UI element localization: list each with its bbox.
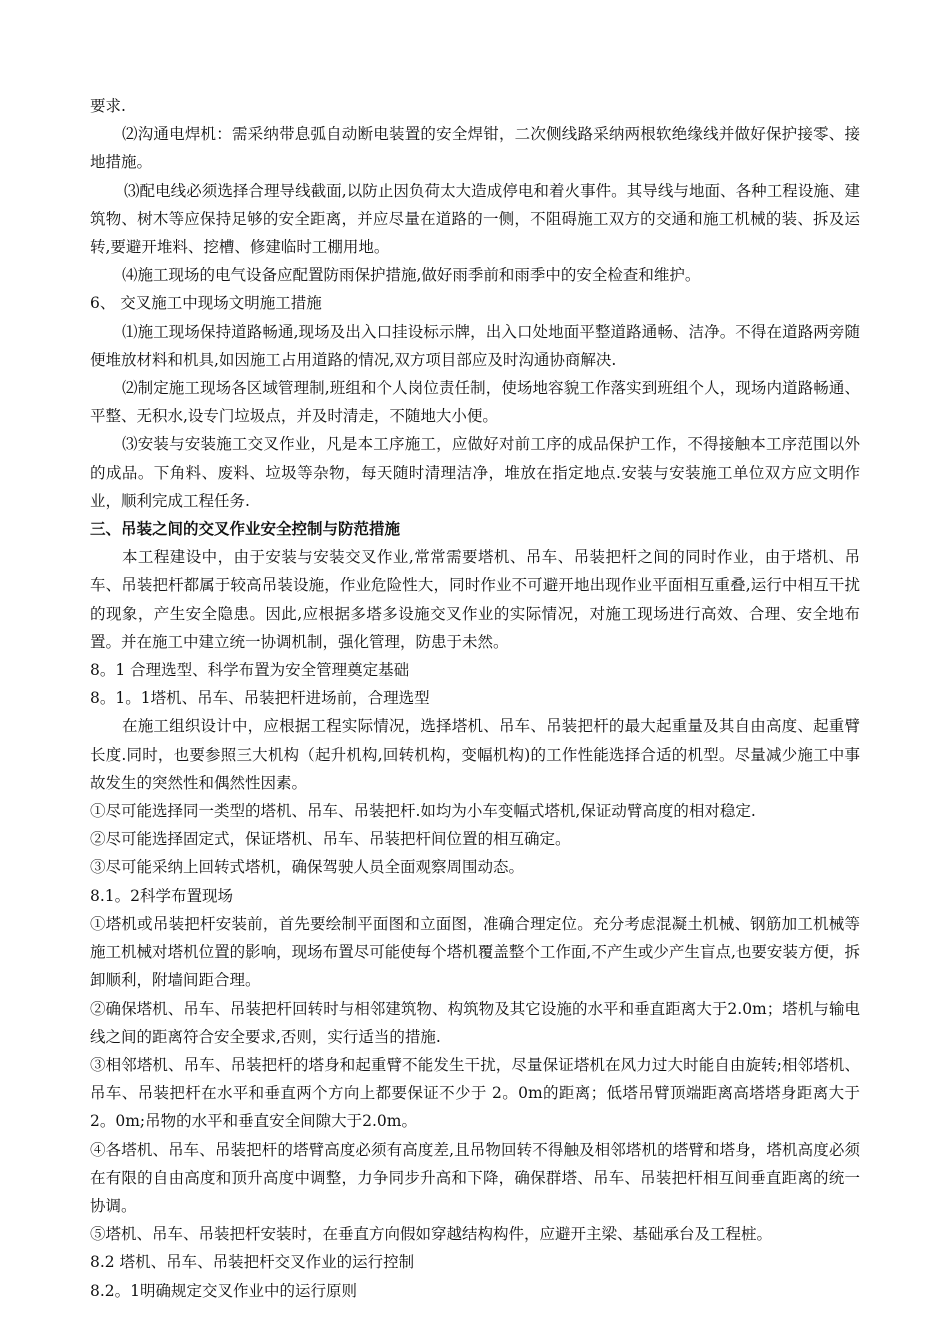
list-item-layout-5: ⑤塔机、吊车、吊装把杆安装时，在垂直方向假如穿越结构构件，应避开主梁、基础承台及工程桩。: [90, 1225, 773, 1244]
chapter-heading-lifting-safety: 三、吊装之间的交叉作业安全控制与防范措施: [90, 520, 401, 539]
document-page: [90, 92, 860, 1305]
list-item-layout-1: ①塔机或吊装把杆安装前，首先要绘制平面图和立面图，准确合理定位。充分考虑混凝土机械、钢筋加工机械等施工机械对塔机位置的影响，现场布置尽可能使每个塔机覆盖整个工作面,不产生或少产生盲点,也要安装方便，拆卸顺利，附墙间距合理。: [90, 914, 860, 990]
paragraph-management-system: ⑵制定施工现场各区域管理制,班组和个人岗位责任制，使场地容貌工作落实到班组个人，现场内道路畅通、平整、无积水,设专门垃圾点，并及时清走，不随地大小便。: [90, 379, 860, 426]
section-heading-civilized-construction: 6、 交叉施工中现场文明施工措施: [90, 294, 322, 313]
subheading-8-1-1: 8。1。1塔机、吊车、吊装把杆进场前，合理选型: [90, 689, 430, 708]
paragraph-rain-protection: ⑷施工现场的电气设备应配置防雨保护措施,做好雨季前和雨季中的安全检查和维护。: [122, 266, 701, 285]
list-item-selection-2: ②尽可能选择固定式，保证塔机、吊车、吊装把杆间位置的相互确定。: [90, 830, 571, 849]
paragraph-project-intro: 本工程建设中，由于安装与安装交叉作业,常常需要塔机、吊车、吊装把杆之间的同时作业，由于塔机、吊车、吊装把杆都属于较高吊装设施，作业危险性大，同时作业不可避开地出现作业平面相互重叠,运行中相互干扰的现象，产生安全隐患。因此,应根据多塔多设施交叉作业的实际情况，对施工现场进行高效、合理、安全地布置。并在施工中建立统一协调机制，强化管理，防患于未然。: [90, 548, 860, 651]
paragraph-road-clear: ⑴施工现场保持道路畅通,现场及出入口挂设标示牌，出入口处地面平整道路通畅、洁净。不得在道路两旁随便堆放材料和机具,如因施工占用道路的情况,双方项目部应及时沟通协商解决.: [90, 322, 860, 369]
paragraph-product-protection: ⑶安装与安装施工交叉作业，凡是本工序施工，应做好对前工序的成品保护工作，不得接触本工序范围以外的成品。下角料、废料、垃圾等杂物，每天随时清理洁净，堆放在指定地点.安装与安装施工单位双方应文明作业，顺利完成工程任务.: [90, 435, 860, 510]
list-item-selection-3: ③尽可能采纳上回转式塔机，确保驾驶人员全面观察周围动态。: [90, 858, 525, 877]
subheading-8-2: 8.2 塔机、吊车、吊装把杆交叉作业的运行控制: [90, 1253, 415, 1272]
list-item-layout-2: ②确保塔机、吊车、吊装把杆回转时与相邻建筑物、构筑物及其它设施的水平和垂直距离大于2.0m；塔机与输电线之间的距离符合安全要求,否则，实行适当的措施.: [90, 999, 860, 1046]
paragraph-requirement-end: 要求.: [90, 97, 126, 115]
list-item-layout-4: ④各塔机、吊车、吊装把杆的塔臂高度必须有高度差,且吊物回转不得触及相邻塔机的塔臂和塔身，塔机高度必须在有限的自由高度和顶升高度中调整，力争同步升高和下降，确保群塔、吊车、吊装把杆相互间垂直距离的统一协调。: [90, 1140, 860, 1215]
subheading-8-1: 8。1 合理选型、科学布置为安全管理奠定基础: [90, 661, 410, 680]
paragraph-wiring: ⑶配电线必须选择合理导线截面,以防止因负荷太大造成停电和着火事件。其导线与地面、各种工程设施、建筑物、树木等应保持足够的安全距离，并应尽量在道路的一侧，不阻碍施工双方的交通和施工机械的装、拆及运转,要避开堆料、挖槽、修建临时工棚用地。: [90, 181, 860, 257]
subheading-8-1-2: 8.1。2科学布置现场: [90, 886, 234, 905]
subheading-8-2-1: 8.2。1明确规定交叉作业中的运行原则: [90, 1281, 358, 1300]
paragraph-welder: ⑵沟通电焊机：需采纳带息弧自动断电装置的安全焊钳，二次侧线路采纳两根软绝缘线并做好保护接零、接地措施。: [90, 125, 860, 172]
list-item-layout-3: ③相邻塔机、吊车、吊装把杆的塔身和起重臂不能发生干扰，尽量保证塔机在风力过大时能自由旋转;相邻塔机、吊车、吊装把杆在水平和垂直两个方向上都要保证不少于 2。0m的距离；低塔吊臂顶端距离高塔塔身距离大于2。0m;吊物的水平和垂直安全间隙大于2.0m。: [90, 1055, 860, 1131]
list-item-selection-1: ①尽可能选择同一类型的塔机、吊车、吊装把杆.如均为小车变幅式塔机,保证动臂高度的相对稳定.: [90, 802, 756, 821]
paragraph-selection: 在施工组织设计中，应根据工程实际情况，选择塔机、吊车、吊装把杆的最大起重量及其自由高度、起重臂长度.同时，也要参照三大机构（起升机构,回转机构，变幅机构)的工作性能选择合适的机型。尽量减少施工中事故发生的突然性和偶然性因素。: [90, 717, 860, 792]
